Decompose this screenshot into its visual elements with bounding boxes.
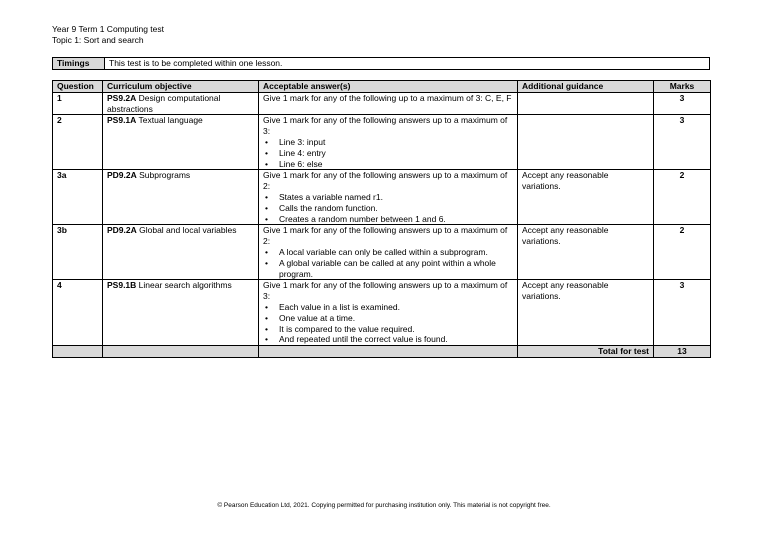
objective-text: Design computational abstractions [107,92,221,114]
objective-code: PD9.2A [107,170,137,181]
table-row [53,225,711,280]
curriculum-objective [103,225,259,280]
objective-text: Textual language [136,115,203,126]
acceptable-answers [259,170,518,225]
marks-value: 3 [654,92,711,115]
answer-list [263,192,513,224]
timings-table [52,57,710,70]
table-row [53,92,711,115]
acceptable-answers [259,225,518,280]
answer-item: • A global variable can be called at any point within a whole program. [263,258,513,280]
curriculum-objective [103,92,259,115]
answer-item: • Line 6: else [263,159,513,170]
answer-item: • States a variable named r1. [263,192,513,203]
curriculum-objective [103,115,259,170]
header-marks: Marks [654,81,711,93]
document-title: Year 9 Term 1 Computing test [52,24,164,34]
marks-value: 2 [654,170,711,225]
copyright-footer: © Pearson Education Ltd, 2021. Copying permitted for purchasing institution only. This material is not copyright free. [217,502,551,509]
marks-value: 3 [654,280,711,346]
acceptable-answers [259,92,518,115]
timings-label: Timings [53,58,105,70]
header-guidance: Additional guidance [518,81,654,93]
total-row [53,346,711,358]
header-objective: Curriculum objective [103,81,259,93]
header-answers: Acceptable answer(s) [259,81,518,93]
answer-intro: Give 1 mark for any of the following answers up to a maximum of 3: [263,280,508,302]
answer-item: • Line 4: entry [263,148,513,159]
answer-item: • Line 3: input [263,137,513,148]
answer-intro: Give 1 mark for any of the following answers up to a maximum of 2: [263,225,508,247]
objective-code: PS9.2A [107,92,137,103]
curriculum-objective [103,170,259,225]
table-row [53,115,711,170]
marks-value: 2 [654,225,711,280]
timings-text: This test is to be completed within one lesson. [105,58,710,70]
table-row [53,170,711,225]
answer-item: • It is compared to the value required. [263,324,513,335]
objective-text: Subprograms [136,170,191,181]
answer-list [263,302,513,345]
additional-guidance: Accept any reasonable variations. [518,280,654,346]
marks-value: 3 [654,115,711,170]
answer-item: • Calls the random function. [263,203,513,214]
question-number: 1 [53,92,103,115]
total-marks: 13 [654,346,711,358]
acceptable-answers [259,115,518,170]
table-row [53,280,711,346]
answer-intro: Give 1 mark for any of the following answers up to a maximum of 2: [263,170,508,192]
objective-code: PS9.1A [107,115,137,126]
answer-intro: Give 1 mark for any of the following answers up to a maximum of 3: [263,115,508,137]
total-label: Total for test [518,346,654,358]
table-header-row [53,81,711,93]
question-number: 3b [53,225,103,280]
header-question: Question [53,81,103,93]
question-number: 4 [53,280,103,346]
additional-guidance [518,92,654,115]
objective-code: PS9.1B [107,280,137,291]
answer-item: • Creates a random number between 1 and 6. [263,214,513,225]
answer-list [263,137,513,169]
objective-text: Global and local variables [136,225,237,236]
answer-intro: Give 1 mark for any of the following up to a maximum of 3: C, E, F [263,92,512,103]
answer-item: • Each value in a list is examined. [263,302,513,313]
answer-item: • One value at a time. [263,313,513,324]
question-number: 3a [53,170,103,225]
mark-scheme-table [52,80,711,358]
objective-text: Linear search algorithms [136,280,232,291]
answer-item: • And repeated until the correct value is found. [263,334,513,345]
curriculum-objective [103,280,259,346]
objective-code: PD9.2A [107,225,137,236]
additional-guidance: Accept any reasonable variations. [518,170,654,225]
answer-item: • A local variable can only be called within a subprogram. [263,247,513,258]
additional-guidance [518,115,654,170]
acceptable-answers [259,280,518,346]
document-topic: Topic 1: Sort and search [52,35,144,45]
additional-guidance: Accept any reasonable variations. [518,225,654,280]
question-number: 2 [53,115,103,170]
answer-list [263,247,513,279]
